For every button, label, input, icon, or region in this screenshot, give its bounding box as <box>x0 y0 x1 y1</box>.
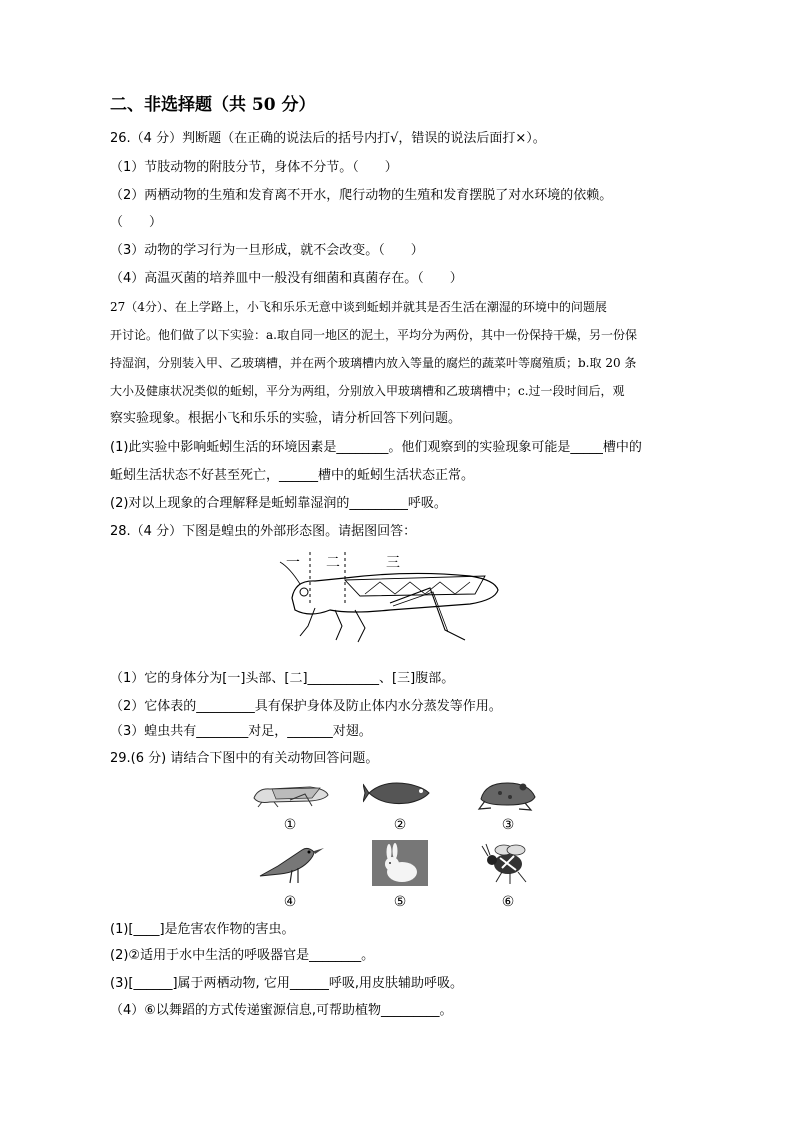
frog-image <box>475 775 540 811</box>
q26-item-3: （3）动物的学习行为一旦形成，就不会改变。（ ） <box>110 243 424 258</box>
grasshopper-image <box>250 780 330 808</box>
q26-item-2: （2）两栖动物的生殖和发育离不开水，爬行动物的生殖和发育摆脱了对水环境的依赖。 <box>110 188 613 203</box>
q26-stem: 26.（4 分）判断题（在正确的说法后的括号内打√，错误的说法后面打×）。 <box>110 131 546 146</box>
q26-item-4: （4）高温灭菌的培养皿中一般没有细菌和真菌存在。（ ） <box>110 271 463 286</box>
q27-line-5: 察实验现象。根据小飞和乐乐的实验，请分析回答下列问题。 <box>110 411 462 426</box>
q27-question-2: (2)对以上现象的合理解释是蚯蚓靠湿润的_________呼吸。 <box>110 496 447 511</box>
bee-image <box>478 838 540 886</box>
q29-item-1: (1)[____]是危害农作物的害虫。 <box>110 922 295 937</box>
animal-label-6: ⑥ <box>501 894 515 910</box>
q28-item-2: （2）它体表的_________具有保护身体及防止体内水分蒸发等作用。 <box>110 699 502 714</box>
q27-line-2: 开讨论。他们做了以下实验：a.取自同一地区的泥土，平均分为两份，其中一份保持干燥，另一份保 <box>110 328 637 342</box>
animal-label-3: ③ <box>501 817 515 833</box>
q29-stem: 29.(6 分) 请结合下图中的有关动物回答问题。 <box>110 751 379 766</box>
q27-line-1: 27（4分）、在上学路上，小飞和乐乐无意中谈到蚯蚓并就其是否生活在潮湿的环境中的问题展 <box>110 300 607 314</box>
q27-line-3: 持湿润，分别装入甲、乙玻璃槽，并在两个玻璃槽内放入等量的腐烂的蔬菜叶等腐殖质；b.取 20 条 <box>110 356 637 370</box>
q26-item-1: （1）节肢动物的附肢分节，身体不分节。（ ） <box>110 160 398 175</box>
q28-stem: 28.（4 分）下图是蝗虫的外部形态图。请据图回答： <box>110 524 417 539</box>
rabbit-image <box>372 840 428 886</box>
grasshopper-label-thorax: 二 <box>326 555 340 571</box>
animal-label-4: ④ <box>283 894 297 910</box>
q29-item-3: (3)[______]属于两栖动物, 它用______呼吸,用皮肤辅助呼吸。 <box>110 976 463 991</box>
q29-item-2: (2)②适用于水中生活的呼吸器官是________。 <box>110 948 375 963</box>
fish-image <box>363 778 438 808</box>
q27-question-1b: 蚯蚓生活状态不好甚至死亡，______槽中的蚯蚓生活状态正常。 <box>110 468 475 483</box>
q27-line-4: 大小及健康状况类似的蚯蚓，平分为两组，分别放入甲玻璃槽和乙玻璃槽中；c.过一段时间后，观 <box>110 384 625 398</box>
animal-label-2: ② <box>393 817 407 833</box>
q29-item-4: （4）⑥以舞蹈的方式传递蜜源信息,可帮助植物_________。 <box>110 1003 453 1018</box>
q28-item-1: （1）它的身体分为[一]头部、[二]___________、[三]腹部。 <box>110 671 455 686</box>
q27-question-1a: (1)此实验中影响蚯蚓生活的环境因素是________。他们观察到的实验现象可能是_____槽中的 <box>110 440 642 455</box>
section-heading: 二、非选择题（共 50 分） <box>110 95 316 115</box>
q28-item-3: （3）蝗虫共有________对足，_______对翅。 <box>110 724 372 739</box>
animal-label-5: ⑤ <box>393 894 407 910</box>
animal-label-1: ① <box>283 817 297 833</box>
grasshopper-label-head: 一 <box>286 555 300 571</box>
grasshopper-label-abdomen: 三 <box>386 555 400 571</box>
bird-image <box>258 840 328 885</box>
q26-item-2-brackets: （ ） <box>110 215 163 230</box>
